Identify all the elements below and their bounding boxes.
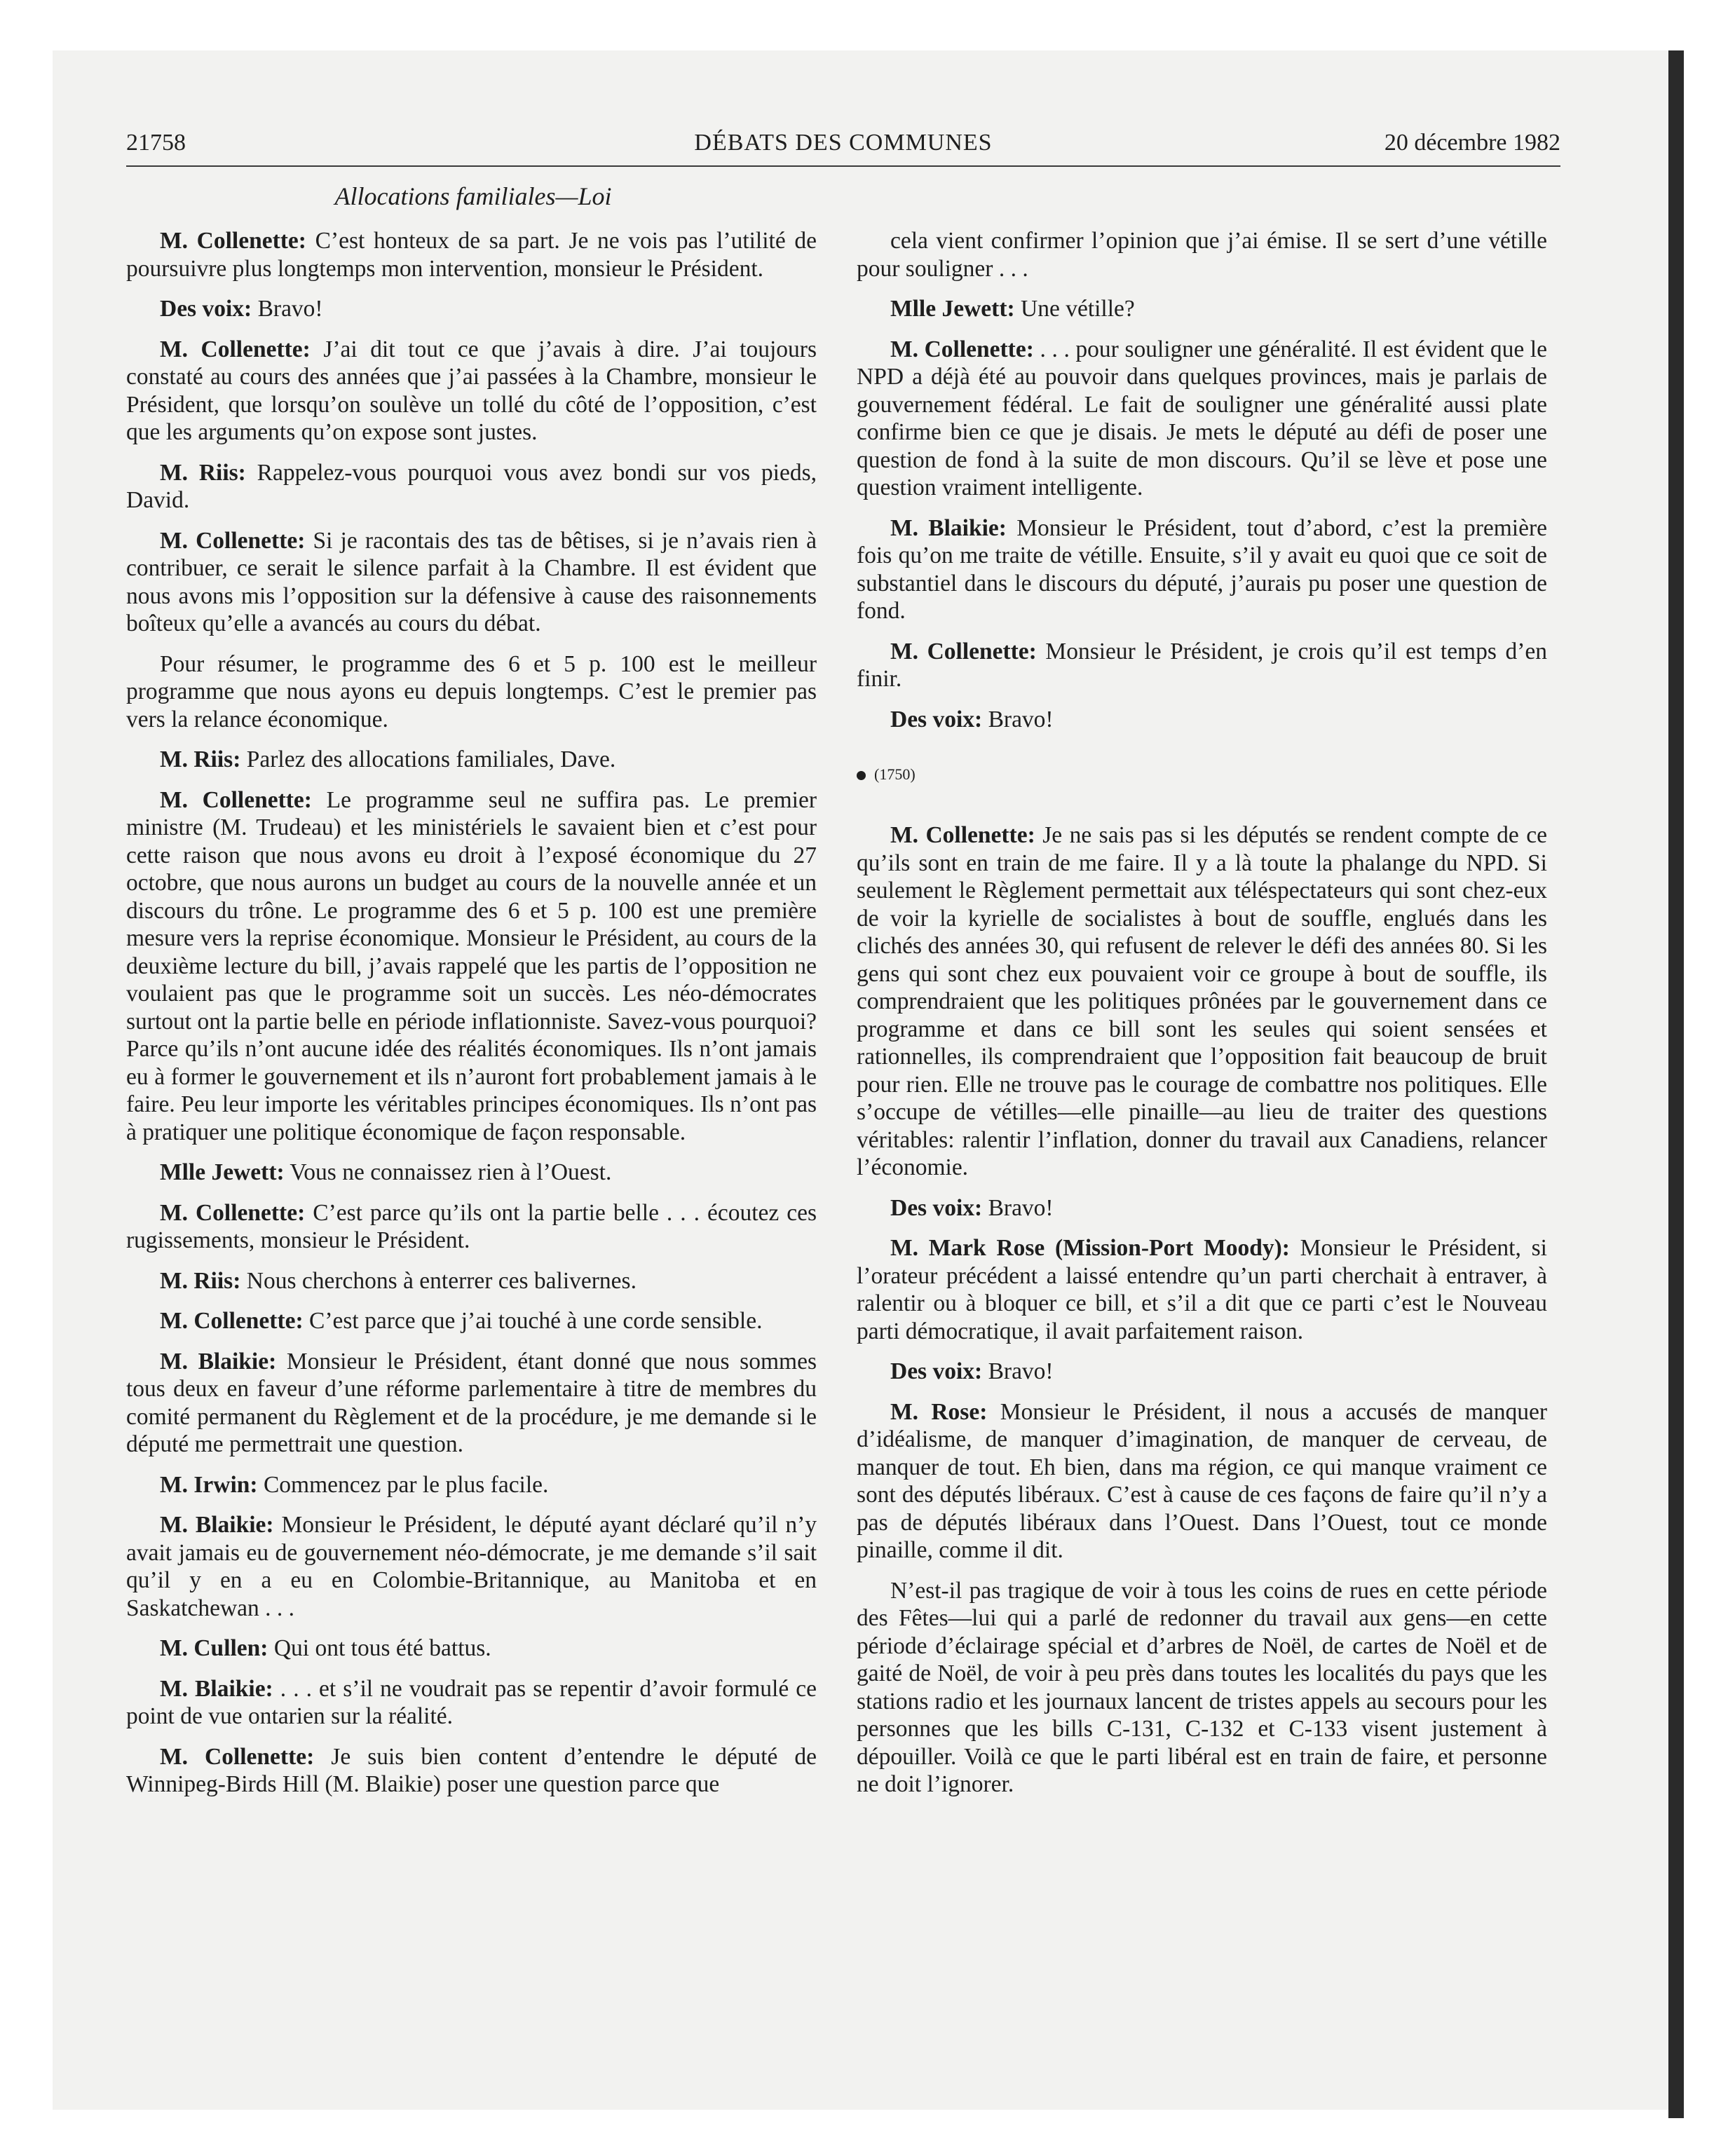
time-marker <box>857 764 1547 785</box>
speech-paragraph <box>857 821 1547 1182</box>
speaker-name: Des voix: <box>890 1358 983 1384</box>
speaker-name: Mlle Jewett: <box>890 296 1015 322</box>
speech-text: C’est honteux de sa part. Je ne vois pas l’utilité de poursuivre plus longtemps mon intervention, monsieur le Président. <box>126 228 817 282</box>
speaker-name: Des voix: <box>890 1194 983 1221</box>
speech-paragraph <box>857 295 1547 323</box>
speaker-name: M. Riis: <box>160 1267 241 1294</box>
speech-text: Commencez par le plus facile. <box>257 1471 549 1498</box>
speech-text: Monsieur le Président, il nous a accusés de manquer d’idéalisme, de manquer d’imagination, de manquer de cerveau, de manquer de tout. Eh bien, dans ma région, ce qui manque vraiment ce sont des députés libéraux. C’est à cause de ces façons de faire qu’il n’y a pas de députés libéraux dans l’Ouest. Dans l’Ouest, tout ce monde pinaille, comme il dit. <box>857 1398 1548 1563</box>
speech-text: . . . et s’il ne voudrait pas se repentir d’avoir formulé ce point de vue ontarien sur la réalité. <box>126 1675 817 1729</box>
speech-paragraph <box>126 786 817 1147</box>
right-column <box>857 227 1547 1811</box>
speech-text: Rappelez-vous pourquoi vous avez bondi sur vos pieds, David. <box>126 459 817 513</box>
page-header <box>126 126 1560 160</box>
speech-paragraph <box>126 1267 817 1295</box>
speech-text: Nous cherchons à enterrer ces balivernes. <box>240 1267 637 1294</box>
speaker-name: M. Rose: <box>890 1398 988 1425</box>
speech-text: Bravo! <box>982 1358 1054 1384</box>
speech-text: Si je racontais des tas de bêtises, si je n’avais rien à contribuer, ce serait le silence parfait à la Chambre. Il est évident que nous avons mis l’opposition sur la défensive à cause des raisonnements boîteux qu’elle a avancés au cours du débat. <box>126 527 817 636</box>
speaker-name: M. Cullen: <box>160 1635 268 1661</box>
speech-paragraph <box>857 336 1547 502</box>
speaker-name: M. Blaikie: <box>890 514 1007 541</box>
speech-text: Pour résumer, le programme des 6 et 5 p. 100 est le meilleur programme que nous ayons eu depuis longtemps. C’est le premier pas vers la relance économique. <box>126 650 817 732</box>
left-column <box>126 227 817 1811</box>
speech-text: Monsieur le Président, le député ayant déclaré qu’il n’y avait jamais eu de gouvernement néo-démocrate, je me demande s’il sait qu’il y en a eu en Colombie-Britannique, au Manitoba et en Saskatchewan . . . <box>126 1512 817 1621</box>
speech-paragraph <box>857 514 1547 625</box>
page-date: 20 décembre 1982 <box>1384 130 1560 156</box>
speech-paragraph <box>126 227 817 282</box>
speaker-name: M. Collenette: <box>160 1743 315 1770</box>
speech-text: Je suis bien content d’entendre le député de Winnipeg-Birds Hill (M. Blaikie) poser une question parce que <box>126 1743 817 1797</box>
speech-paragraph <box>126 1471 817 1499</box>
speech-text: Bravo! <box>252 296 323 322</box>
publication-title: DÉBATS DES COMMUNES <box>694 130 993 156</box>
speaker-name: M. Collenette: <box>160 336 311 362</box>
speech-text: . . . pour souligner une généralité. Il est évident que le NPD a déjà été au pouvoir dans quelques provinces, mais je parlais de gouvernement fédéral. Le fait de souligner une généralité aussi plate confirme bien ce que je disais. Je mets le député au défi de poser une question de fond à la suite de mon discours. Qu’il se lève et pose une question vraiment intelligente. <box>857 336 1547 500</box>
speaker-name: M. Blaikie: <box>160 1675 273 1702</box>
speech-text: C’est parce qu’ils ont la partie belle . . . écoutez ces rugissements, monsieur le Président. <box>126 1199 817 1253</box>
speech-paragraph <box>857 706 1547 734</box>
right-column-bottom <box>857 821 1547 1799</box>
speech-paragraph <box>857 227 1547 282</box>
speech-paragraph <box>126 336 817 446</box>
speech-paragraph <box>857 1194 1547 1222</box>
speech-text: Bravo! <box>982 706 1054 732</box>
speech-paragraph <box>126 1511 817 1622</box>
speech-text: N’est-il pas tragique de voir à tous les coins de rues en cette période des Fêtes—lui qui a parlé de redonner du travail aux gens—en cette période d’éclairage spécial et d’arbres de Noël, de cartes de Noël et de gaité de Noël, de voir à peu près dans toutes les localités du pays que les stations radio et les journaux lancent de tristes appels au secours pour les personnes que les bills C-131, C-132 et C-133 visent justement à dépouiller. Voilà ce que le parti libéral est en train de faire, et personne ne doit l’ignorer. <box>857 1577 1547 1797</box>
running-title: Allocations familiales—Loi <box>334 182 612 210</box>
speaker-name: M. Collenette: <box>160 1199 306 1226</box>
speech-paragraph <box>126 1675 817 1731</box>
bullet-icon <box>857 771 866 780</box>
speaker-name: Mlle Jewett: <box>160 1159 285 1185</box>
speech-paragraph <box>857 1577 1547 1799</box>
speech-text: J’ai dit tout ce que j’avais à dire. J’ai toujours constaté au cours des années que j’ai passées à la Chambre, monsieur le Président, que lorsqu’on soulève un tollé du côté de l’opposition, c’est que les arguments qu’on expose sont justes. <box>126 336 817 445</box>
speech-paragraph <box>126 527 817 638</box>
right-column-top <box>857 227 1547 733</box>
speech-paragraph <box>126 1199 817 1255</box>
speech-paragraph <box>126 650 817 734</box>
speech-paragraph <box>857 638 1547 693</box>
speaker-name: M. Collenette: <box>890 638 1037 664</box>
left-column-body <box>126 227 817 1799</box>
speech-paragraph <box>126 459 817 514</box>
scan-edge-shadow <box>1668 50 1684 2118</box>
speaker-name: Des voix: <box>890 706 983 732</box>
speech-text: Monsieur le Président, tout d’abord, c’est la première fois qu’on me traite de vétille. Ensuite, s’il y avait eu quoi que ce soit de substantiel dans le discours du député, j’aurais pu poser une question de fond. <box>857 514 1547 624</box>
speaker-name: M. Collenette: <box>160 786 312 813</box>
speaker-name: M. Collenette: <box>160 1308 304 1334</box>
speech-text: Une vétille? <box>1014 296 1135 322</box>
speech-paragraph <box>126 1635 817 1663</box>
speaker-name: M. Collenette: <box>890 336 1034 362</box>
speech-paragraph <box>126 746 817 774</box>
speech-paragraph <box>126 1159 817 1187</box>
speaker-name: M. Riis: <box>160 459 246 486</box>
speaker-name: Des voix: <box>160 296 252 322</box>
speech-text: Le programme seul ne suffira pas. Le premier ministre (M. Trudeau) et les ministériels le savaient bien et c’est pour cette raison que nous avons eu droit à l’exposé économique du 27 octobre, que nous aurons un budget au cours de la nouvelle année et un discours du trône. Le programme des 6 et 5 p. 100 est une première mesure vers la reprise économique. Monsieur le Président, au cours de la deuxième lecture du bill, j’avais rappelé que les partis de l’opposition ne voulaient pas que le programme soit un succès. Les néo-démocrates surtout ont la partie belle en période inflationniste. Savez-vous pourquoi? Parce qu’ils n’ont aucune idée des réalités économiques. Ils n’ont jamais eu à former le gouvernement et ils n’auront fort probablement jamais à le faire. Peu leur importe les véritables principes économiques. Ils n’ont pas à pratiquer une politique économique de façon responsable. <box>126 786 817 1145</box>
speech-paragraph <box>857 1358 1547 1386</box>
speech-paragraph <box>126 295 817 323</box>
speech-text: Monsieur le Président, étant donné que nous sommes tous deux en faveur d’une réforme parlementaire à titre de membres du comité permanent du Règlement et de la procédure, je me demande si le député me permettrait une question. <box>126 1348 817 1457</box>
speaker-name: M. Irwin: <box>160 1471 258 1498</box>
speech-text: Vous ne connaissez rien à l’Ouest. <box>284 1159 612 1185</box>
time-marker-text: (1750) <box>874 765 916 783</box>
speech-paragraph <box>126 1348 817 1459</box>
speech-text: Monsieur le Président, je crois qu’il est temps d’en finir. <box>857 638 1547 692</box>
speech-paragraph <box>857 1234 1547 1345</box>
speech-paragraph <box>126 1743 817 1799</box>
speaker-name: M. Collenette: <box>160 527 306 554</box>
speaker-name: M. Collenette: <box>890 822 1035 848</box>
speaker-name: M. Riis: <box>160 746 241 772</box>
speaker-name: M. Collenette: <box>160 228 306 254</box>
speaker-name: M. Blaikie: <box>160 1512 274 1538</box>
speaker-name: M. Blaikie: <box>160 1348 277 1374</box>
speech-text: Je ne sais pas si les députés se rendent compte de ce qu’ils sont en train de me faire. Il y a là toute la phalange du NPD. Si seulement le Règlement permettait aux téléspectateurs qui sont chez-eux de voir la kyrielle de socialistes à bout de souffle, englués dans les clichés des années 30, qui refusent de relever le défi des années 80. Si les gens qui sont chez eux pouvaient voir ce groupe à bout de souffle, ils comprendraient que les politiques prônées par le gouvernement dans ce programme et dans ce bill sont les seules qui soient sensées et rationnelles, ils comprendraient que l’opposition fait beaucoup de bruit pour rien. Elle ne trouve pas le courage de combattre nos politiques. Elle s’occupe de vétilles—elle pinaille—au lieu de traiter des questions véritables: ralentir l’inflation, donner du travail aux Canadiens, relancer l’économie. <box>857 822 1547 1180</box>
speech-text: Qui ont tous été battus. <box>268 1635 491 1661</box>
speech-text: cela vient confirmer l’opinion que j’ai émise. Il se sert d’une vétille pour souligner . . . <box>857 228 1547 282</box>
page-number: 21758 <box>126 130 186 156</box>
speech-text: Bravo! <box>982 1194 1054 1221</box>
speech-text: Parlez des allocations familiales, Dave. <box>240 746 616 772</box>
speech-paragraph <box>857 1398 1547 1564</box>
speaker-name: M. Mark Rose (Mission-Port Moody): <box>890 1235 1290 1261</box>
header-rule <box>126 165 1560 167</box>
speech-text: Monsieur le Président, si l’orateur précédent a laissé entendre qu’un parti cherchait à entraver, à ralentir ou à bloquer ce bill, et s’il a dit que ce parti c’est le Nouveau parti démocratique, il avait parfaitement raison. <box>857 1235 1547 1344</box>
speech-paragraph <box>126 1307 817 1335</box>
speech-text: C’est parce que j’ai touché à une corde sensible. <box>303 1308 763 1334</box>
